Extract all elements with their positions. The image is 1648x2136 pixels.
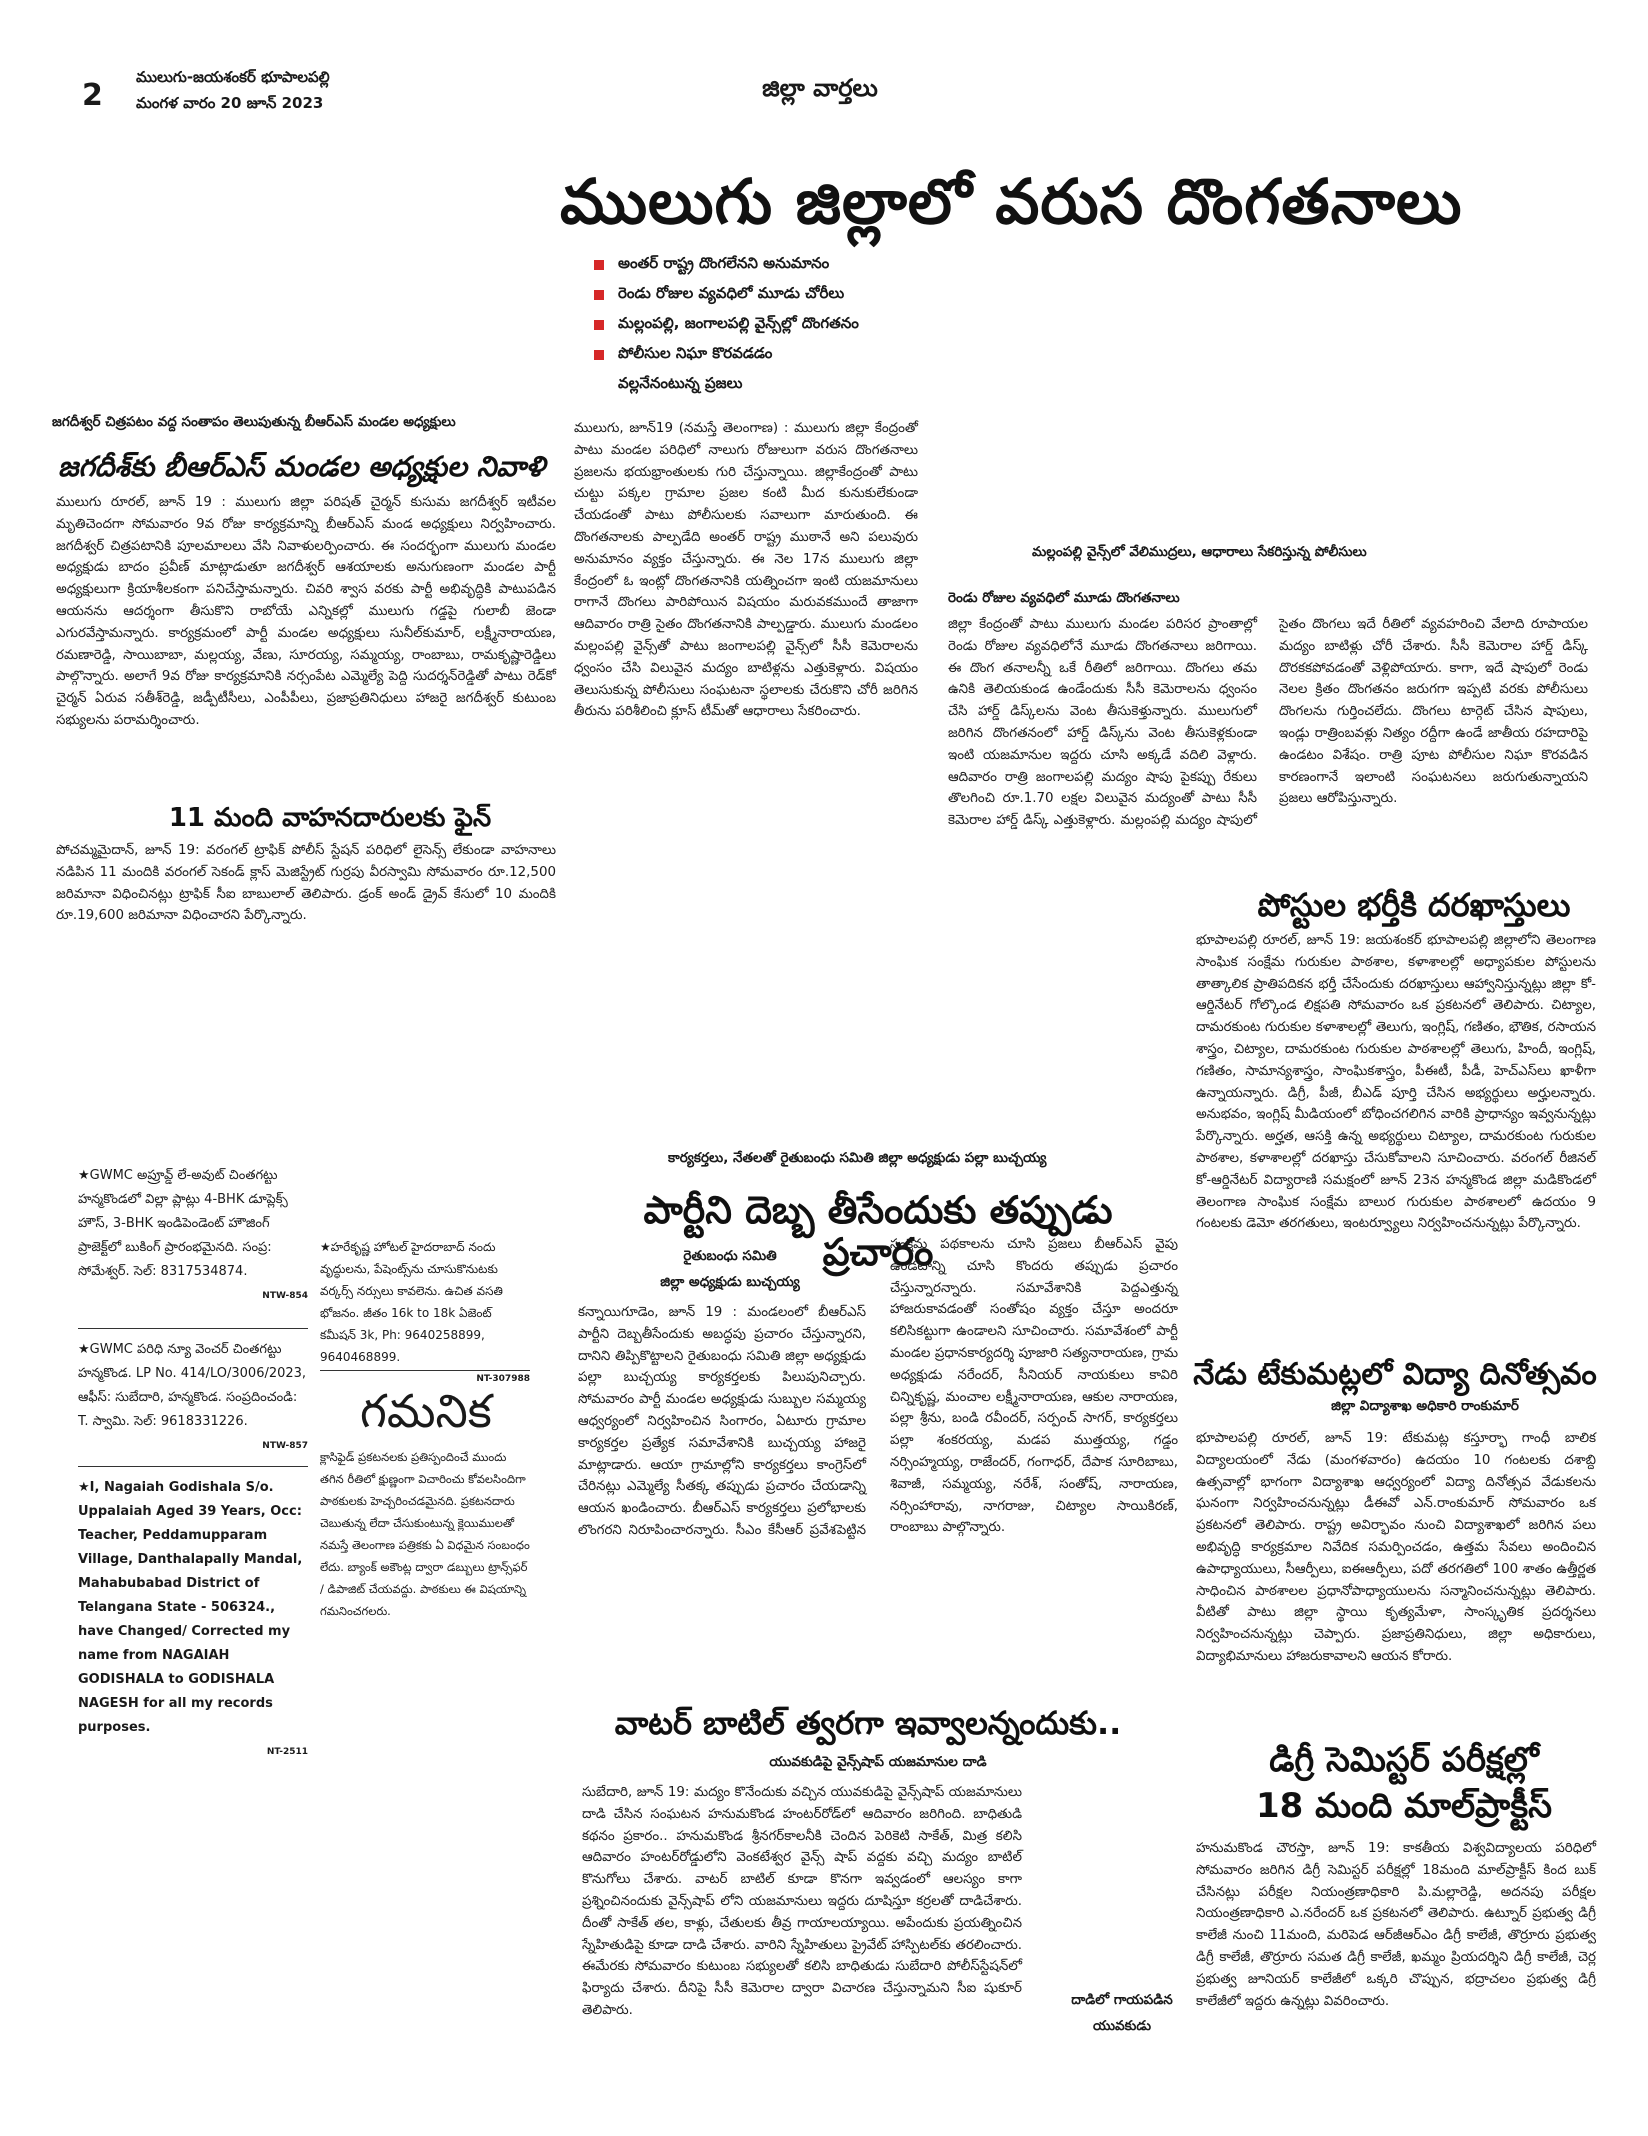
bullet-square-icon bbox=[594, 350, 604, 360]
classified-ad-1-text: ★GWMC అప్రూవ్డ్ లే-అవుట్ చింతగట్టు హన్మకొండలో విల్లా ప్లాట్లు 4-BHK డూప్లెక్స్ హౌస్, 3-BHK ఇండిపెండెంట్ హౌజింగ్ ప్రాజెక్ట్‌లో బుకింగ్ ప్రారంభమైనది. సంప్ర: సోమేశ్వర్. సెల్: 8317534874. bbox=[78, 1168, 288, 1279]
rythu-photo-caption: కార్యకర్తలు, నేతలతో రైతుబంధు సమితి జిల్లా అధ్యక్షుడు పల్లా బుచ్చయ్య bbox=[668, 1150, 1047, 1166]
posts-body: భూపాలపల్లి రూరల్, జూన్ 19: జయశంకర్ భూపాలపల్లి జిల్లాలోని తెలంగాణ సాంఘిక సంక్షేమ గురుకుల పాఠశాల, కళాశాలల్లో అధ్యాపకుల పోస్టులను తాత్కాలిక ప్రాతిపదికన భర్తీ చేసేందుకు దరఖాస్తులు ఆహ్వానిస్తున్నట్లు జిల్లా కో-ఆర్డినేటర్ గోల్కొండ లిక్షపతి సోమవారం ఒక ప్రకటనలో తెలిపారు. చిట్యాల, దామరకుంట గురుకుల కళాశాలల్లో తెలుగు, ఇంగ్లిష్, గణితం, భౌతిక, రసాయన శాస్త్రం, చిట్యాల, దామరకుంట గురుకుల పాఠశాలల్లో తెలుగు, హిందీ, ఇంగ్లిష్, గణితం, సామాన్యశాస్త్రం, సాంఘికశాస్త్రం, పీఈటీ, పీడీ, హెచ్ఎస్‌లు ఖాళీగా ఉన్నాయన్నారు. డిగ్రీ, పీజీ, బీఎడ్ పూర్తి చేసిన అభ్యర్థులు అర్హులన్నారు. అనుభవం, ఇంగ్లిష్ మీడియంలో బోధించగలిగిన వారికి ప్రాధాన్యం ఇవ్వనున్నట్లు పేర్కొన్నారు. అర్హత, ఆసక్తి ఉన్న అభ్యర్థులు చిట్యాల, దామరకుంట గురుకుల పాఠశాల, కళాశాలల్లో దరఖాస్తు చేసుకోవాలని సూచించారు. వరంగల్ రీజినల్ కో-ఆర్డినేటర్ విద్యారాణి సమక్షంలో జూన్ 23న హన్మకొండ జిల్లా మడికొండలో తెలంగాణ సాంఘిక సంక్షేమ బాలుర గురుకుల పాఠశాలలో ఉదయం 9 గంటలకు డెమో తరగతులు, ఇంటర్వ్యూలు నిర్వహించనున్నట్లు పేర్కొన్నారు. bbox=[1196, 933, 1596, 1232]
classified-ad-2-text: ★GWMC పరిధి న్యూ వెంచర్ చింతగట్టు హన్మకొండ. LP No. 414/LO/3006/2023, ఆఫీస్: సుబేదారి, హన్మకొండ. సంప్రదించండి: T. స్వామి. సెల్: 9618331226. bbox=[78, 1342, 307, 1429]
rythu-headline: పార్టీని దెబ్బ తీసేందుకు తప్పుడు ప్రచారం bbox=[643, 1188, 1113, 1274]
water-photo-caption-line2: యువకుడు bbox=[1092, 2018, 1151, 2034]
bullet-item: పోలీసుల నిఘా కొరవడడం bbox=[594, 340, 1154, 370]
brs-photo-caption: జగదీశ్వర్ చిత్రపటం వద్ద సంతాపం తెలుపుతున్న బీఆర్ఎస్ మండల అధ్యక్షులు bbox=[52, 414, 456, 430]
classified-ad-1 bbox=[78, 1164, 308, 1308]
classified-divider bbox=[78, 1328, 308, 1329]
notice-text: క్లాసిఫైడ్ ప్రకటనలకు ప్రతిస్పందించే ముందు తగిన రీతిలో క్షుణ్ణంగా విచారించు కోవలసిందిగా పాఠకులకు హెచ్చరించడమైనది. ప్రకటనదారు చెబుతున్న లేదా చేసుకుంటున్న క్లెయిములతో నమస్తే తెలంగాణ పత్రికకు ఏ విధమైన సంబంధం లేదు. బ్యాంక్ అకౌంట్ల ద్వారా డబ్బులు ట్రాన్స్‌ఫర్ / డిపాజిట్ చేయవద్దు. పాఠకులు ఈ విషయాన్ని గమనించగలరు. bbox=[320, 1450, 530, 1618]
brs-headline: జగదీశ్‌కు బీఆర్ఎస్ మండల అధ్యక్షుల నివాళి bbox=[58, 450, 545, 483]
classified-ad-4 bbox=[320, 1236, 530, 1390]
traffic-headline: 11 మంది వాహనదారులకు ఫైన్ bbox=[168, 803, 492, 833]
rythu-subhead1: రైతుబంధు సమితి bbox=[683, 1248, 777, 1264]
education-headline: నేడు టేకుమట్లలో విద్యా దినోత్సవం bbox=[1193, 1357, 1597, 1392]
education-body: భూపాలపల్లి రూరల్, జూన్ 19: టేకుమట్ల కస్తూర్భా గాంధీ బాలిక విద్యాలయంలో నేడు (మంగళవారం) ఉదయం 10 గంటలకు దశాబ్ది ఉత్సవాల్లో భాగంగా విద్యాశాఖ ఆధ్వర్యంలో విద్యా దినోత్సవ వేడుకలను ఘనంగా నిర్వహించనున్నట్లు డీఈవో ఎన్.రాంకుమార్ సోమవారం ఒక ప్రకటనలో తెలిపారు. రాష్ట్ర అవిర్భావం నుంచి విద్యాశాఖలో జరిగిన పలు అభివృద్ధి కార్యక్రమాల నివేదిక సమర్పించడం, ఉత్తమ సేవలు అందించిన ఉపాధ్యాయులు, సీఆర్పీలు, ఐఈఆర్పీలు, పదో తరగతిలో 100 శాతం ఉత్తీర్ణత సాధించిన పాఠశాలల ప్రధానోపాధ్యాయులను సన్మానించనున్నట్లు తెలిపారు. వీటితో పాటు జిల్లా స్థాయి కృత్యమేళా, సాంస్కృతిక ప్రదర్శనలు నిర్వహించనున్నట్లు చెప్పారు. ప్రజాప్రతినిధులు, జిల్లా అధికారులు, విద్యాభిమానులు హాజరుకావాలని ఆయన కోరారు. bbox=[1196, 1431, 1596, 1664]
bullet-tail: వల్లనేనంటున్న ప్రజలు bbox=[618, 374, 743, 392]
classified-ad-2 bbox=[78, 1338, 308, 1458]
classified-divider bbox=[78, 1466, 308, 1467]
classified-ad-4-code: NT-307988 bbox=[476, 1374, 530, 1384]
section-title: జిల్లా వార్తలు bbox=[762, 74, 878, 102]
exam-headline-line1: డిగ్రీ సెమిస్టర్ పరీక్షల్లో bbox=[1269, 1740, 1539, 1780]
education-subhead: జిల్లా విద్యాశాఖ అధికారి రాంకుమార్ bbox=[1331, 1398, 1519, 1414]
water-headline: వాటర్ బాటిల్ త్వరగా ఇవ్వాలన్నందుకు.. bbox=[614, 1704, 1122, 1742]
bullet-item: రెండు రోజుల వ్యవధిలో మూడు చోరీలు bbox=[594, 280, 1154, 310]
classified-divider bbox=[320, 1370, 530, 1371]
brs-body: ములుగు రూరల్, జూన్ 19 : ములుగు జిల్లా పరిషత్ చైర్మన్ కుసుమ జగదీశ్వర్ ఇటీవల మృతిచెందగా సోమవారం 9వ రోజు కార్యక్రమాన్ని బీఆర్ఎస్ మండ అధ్యక్షులు నిర్వహించారు. జగదీశ్వర్ చిత్రపటానికి పూలమాలలు వేసి నివాళులర్పించారు. ఈ సందర్భంగా ములుగు మండల అధ్యక్షుడు బాదం ప్రవీణ్ మాట్లాడుతూ జగదీశ్వర్ ఆశయాలకు అనుగుణంగా మండల పార్టీ అధ్యక్షులుగా క్రియాశీలకంగా పనిచేస్తామన్నారు. చివరి శ్వాస వరకు పార్టీ అభివృద్ధికి పాటుపడిన ఆయనను ఆదర్శంగా తీసుకొని రాబోయే ఎన్నికల్లో ములుగు గడ్డపై గులాబీ జెండా ఎగురవేస్తామన్నారు. కార్యక్రమంలో పార్టీ మండల అధ్యక్షులు సునీల్‌కుమార్, లక్ష్మీనారాయణ, రమణారెడ్డి, సాయిబాబా, మల్లయ్య, వేణు, సూరయ్య, సమ్మయ్య, రాంబాబు, రామకృష్ణారెడ్డిలు పాల్గొన్నారు. అలాగే 9వ రోజు కార్యక్రమానికి నర్సంపేట ఎమ్మెల్యే పెద్ది సుదర్శన్‌రెడ్డితో పాటు రెడ్‌కో చైర్మన్ ఏరువ సతీశ్‌రెడ్డి, జడ్పీటీసీలు, ఎంపీపీలు, ప్రజాప్రతినిధులు హాజరై జగదీశ్వర్ కుటుంబ సభ్యులను పరామర్శించారు. bbox=[56, 495, 556, 728]
classified-ad-3-text: ★I, Nagaiah Godishala S/o. Uppalaiah Aged 39 Years, Occ: Teacher, Peddamupparam Village, Danthalapally Mandal, Mahabubabad District of Telangana State - 506324., have Changed/ Corrected my name from NAGAIAH GODISHALA to GODISHALA NAGESH for all my records purposes. bbox=[78, 1480, 303, 1735]
lead-body: ములుగు, జూన్19 (నమస్తే తెలంగాణ) : ములుగు జిల్లా కేంద్రంతో పాటు మండల పరిధిలో నాలుగు రోజులుగా వరుస దొంగతనాలు ప్రజలను భయభ్రాంతులకు గురి చేస్తున్నాయి. జిల్లాకేంద్రంతో పాటు చుట్టు పక్కల గ్రామాల ప్రజల కంటి మీద కునుకులేకుండా చేయడంతో పాటు పోలీసులకు సవాలుగా మారుతుంది. ఈ దొంగతనాలకు పాల్పడేది అంతర్ రాష్ట్ర ముఠానే అని పలువురు అనుమానం వ్యక్తం చేస్తున్నారు. ఈ నెల 17న ములుగు జిల్లా కేంద్రంలో ఓ ఇంట్లో దొంగతనానికి యత్నించగా ఇంటి యజమానులు రాగానే దొంగలు పారిపోయిన విషయం మరువకముందే తాజాగా ఆదివారం రాత్రి సైతం దొంగతనానికి పాల్పడ్డారు. ములుగు మండలం మల్లంపల్లి వైన్స్‌తో పాటు జంగాలపల్లి వైన్స్‌లో సీసీ కెమెరాలను ధ్వంసం చేసి విలువైన మద్యం బాటిళ్లను ఎత్తుకెళ్లారు. విషయం తెలుసుకున్న పోలీసులు సంఘటనా స్థలాలకు చేరుకొని చోరీ జరిగిన తీరును పరిశీలించి క్లూస్ టీమ్‌తో ఆధారాలు సేకరించారు. bbox=[574, 421, 918, 720]
bullet-item: మల్లంపల్లి, జంగాలపల్లి వైన్స్‌ల్లో దొంగతనం bbox=[594, 310, 1154, 340]
posts-headline: పోస్టుల భర్తీకి దరఖాస్తులు bbox=[1257, 886, 1571, 924]
bullet-item: అంతర్ రాష్ట్ర దొంగలేనని అనుమానం bbox=[594, 250, 1154, 280]
water-subhead: యువకుడిపై వైన్స్‌షాప్ యజమానుల దాడి bbox=[769, 1754, 987, 1770]
water-body: సుబేదారి, జూన్ 19: మద్యం కొనేందుకు వచ్చిన యువకుడిపై వైన్స్‌షాప్ యజమానులు దాడి చేసిన సంఘటన హనుమకొండ హంటర్‌రోడ్‌లో ఆదివారం జరిగింది. బాధితుడి కథనం ప్రకారం.. హనుమకొండ శ్రీనగర్‌కాలనీకి చెందిన పెరికెటి సాకేత్, మిత్ర కలిసి ఆదివారం హంటర్‌రోడ్డులోని వెంకటేశ్వర వైన్స్ షాప్ వద్దకు వచ్చి మద్యం బాటిల్ కొనుగోలు చేశారు. వాటర్ బాటిల్ కూడా కొనగా ఇవ్వడంలో ఆలస్యం కాగా ప్రశ్నించినందుకు వైన్స్‌షాప్ లోని యజమానులు ఇద్దరు దూషిస్తూ కర్రలతో దాడిచేశారు. దీంతో సాకేత్ తల, కాళ్లు, చేతులకు తీవ్ర గాయాలయ్యాయి. అపేందుకు ప్రయత్నించిన స్నేహితుడిపై కూడా దాడి చేశారు. వారిని స్నేహితులు ప్రైవేట్ హాస్పిటల్‌కు తరలించారు. ఈమేరకు సోమవారం కుటుంబ సభ్యులతో కలిసి బాధితుడు సుబేదారి పోలీస్‌స్టేషన్‌లో ఫిర్యాదు చేశారు. దీనిపై సీసీ కెమెరాల ద్వారా విచారణ చేస్తున్నామని సీఐ షుకూర్ తెలిపారు. bbox=[582, 1785, 1022, 2018]
lead-headline: ములుగు జిల్లాలో వరుస దొంగతనాలు bbox=[560, 165, 1463, 238]
bullet-square-icon bbox=[594, 260, 604, 270]
issue-date: మంగళ వారం 20 జూన్ 2023 bbox=[136, 94, 324, 112]
traffic-body: పోచమ్మమైదాన్, జూన్ 19: వరంగల్ ట్రాఫిక్ పోలీస్ స్టేషన్ పరిధిలో లైసెన్స్ లేకుండా వాహనాలు నడిపిన 11 మందికి వరంగల్ సెకండ్ క్లాస్ మెజిస్ట్రేట్ గుర్రపు వీరస్వామి సోమవారం రూ.12,500 జరిమానా విధించినట్లు ట్రాఫిక్ సీఐ బాబులాల్ తెలిపారు. డ్రంక్ అండ్ డ్రైవ్ కేసులో 10 మందికి రూ.19,600 జరిమానా విధించారని పేర్కొన్నారు. bbox=[56, 843, 556, 924]
lead-body-continued: జిల్లా కేంద్రంతో పాటు ములుగు మండల పరిసర ప్రాంతాల్లో రెండు రోజుల వ్యవధిలోనే మూడు దొంగతనాలు జరిగాయి. ఈ దొంగ తనాలన్నీ ఒకే రీతిలో జరిగాయి. దొంగలు తమ ఉనికి తెలియకుండ ఉండేందుకు సీసీ కెమెరాలను ధ్వంసం చేసి హార్డ్ డిస్క్‌లను వెంట తీసుకెళ్తున్నారు. ములుగులో జరిగిన దొంగతనంలో హార్డ్ డిస్క్‌ను వెంట తీసుకెళ్లకుండా ఇంటి యజమానుల ఇద్దరు చూసి అక్కడే వదిలి వెళ్లారు. ఆదివారం రాత్రి జంగాలపల్లి మద్యం షాపు పైకప్పు రేకులు తొలగించి రూ.1.70 లక్షల విలువైన మద్యంతో పాటు సీసీ కెమెరాల హార్డ్ డిస్క్ ఎత్తుకెళ్లారు. మల్లంపల్లి మద్యం షాపులో సైతం దొంగలు ఇదే రీతిలో వ్యవహరించి వేలాది రూపాయల మద్యం బాటిళ్లు చోరీ చేశారు. సీసీ కెమెరాల హార్డ్ డిస్క్ దొరకకపోవడంతో వెళ్లిపోయారు. కాగా, ఇదే షాపులో రెండు నెలల క్రితం దొంగతనం జరుగగా ఇప్పటి వరకు పోలీసులు దొంగలను గుర్తించలేదు. దొంగలు టార్గెట్ చేసిన షాపులు, ఇండ్లు రాత్రింబవళ్లు నిత్యం రద్దీగా ఉండే జాతీయ రహదారిపై ఉండటం విశేషం. రాత్రి పూట పోలీసుల నిఘా కొరవడిన కారణంగానే ఇలాంటి సంఘటనలు జరుగుతున్నాయని ప్రజలు ఆరోపిస్తున్నారు. bbox=[948, 617, 1588, 829]
classified-ad-1-code: NTW-854 bbox=[262, 1291, 308, 1301]
lead-photo-caption: మల్లంపల్లి వైన్స్‌లో వేలిముద్రలు, ఆధారాలు సేకరిస్తున్న పోలీసులు bbox=[1032, 544, 1367, 560]
page-number: 2 bbox=[82, 78, 103, 113]
rythu-subhead-spacer bbox=[578, 1234, 866, 1302]
classified-ad-3 bbox=[78, 1476, 308, 1764]
rythu-body: కన్నాయిగూడెం, జూన్ 19 : మండలంలో బీఆర్ఎస్ పార్టీని దెబ్బతీసేందుకు అబద్ధపు ప్రచారం చేస్తున్నారని, దానిని తిప్పికొట్టాలని రైతుబంధు సమితి జిల్లా అధ్యక్షుడు పల్లా బుచ్చయ్య కార్యకర్తలకు పిలుపునిచ్చారు. సోమవారం పార్టీ మండల అధ్యక్షుడు సుబ్బుల సమ్మయ్య ఆధ్వర్యంలో నిర్వహించిన సింగారం, ఏటూరు గ్రామాల కార్యకర్తల ప్రత్యేక సమావేశానికి బుచ్చయ్య హాజరై మాట్లాడారు. ఆయా గ్రామాల్లోని కార్యకర్తలు కాంగ్రెస్‌లో చేరినట్లు ఎమ్మెల్యే సీతక్క తప్పుడు ప్రచారం చేయడాన్ని ఆయన ఖండించారు. బీఆర్ఎస్ కార్యకర్తలు ప్రలోభాలకు లొంగరని నిరూపించారన్నారు. సీఎం కేసీఆర్ ప్రవేశపెట్టిన సంక్షేమ పథకాలను చూసి ప్రజలు బీఆర్ఎస్ వైపు ఉండటాన్ని చూసి కొందరు తప్పుడు ప్రచారం చేస్తున్నారన్నారు. సమావేశానికి పెద్దఎత్తున్న హాజరుకావడంతో సంతోషం వ్యక్తం చేస్తూ అందరూ కలిసికట్టుగా ఉండాలని సూచించారు. సమావేశంలో పార్టీ మండల ప్రధానకార్యదర్శి పూజారి సత్యనారాయణ, గ్రామ అధ్యక్షుడు నరేందర్, సీనియర్ నాయకులు కావిరి చిన్నికృష్ణ, మంచాల లక్ష్మీనారాయణ, ఆకుల నారాయణ, పల్లా శ్రీను, బండి రవీందర్, సర్పంచ్ సాగర్, కార్యకర్తలు పల్లా శంకరయ్య, మడప ముత్తయ్య, గడ్డం నర్సింహ్మయ్య, రాజేందర్, గంగాధర్, దేపాక సూరిబాబు, శివాజీ, సమ్మయ్య, నరేశ్, సంతోష్, నారాయణ, నర్సింహారావు, నాగరాజు, చిట్యాల సాయికిరణ్, రాంబాబు పాల్గొన్నారు. bbox=[578, 1234, 1178, 1654]
notice-title: గమనిక bbox=[360, 1384, 492, 1438]
lead-bullets bbox=[594, 250, 1154, 400]
edition-name: ములుగు-జయశంకర్ భూపాలపల్లి bbox=[136, 68, 330, 86]
bullet-square-icon bbox=[594, 290, 604, 300]
rythu-subhead2: జిల్లా అధ్యక్షుడు బుచ్చయ్య bbox=[660, 1274, 800, 1290]
classified-ad-4-text: ★హరేకృష్ణ హోటల్ హైదరాబాద్ నందు వృద్ధులను, పేషెంట్స్‌ను చూసుకొనుటకు వర్కర్స్ నర్సులు కావలెను. ఉచిత వసతి భోజనం. జీతం 16k to 18k ఏజెంట్ కమీషన్ 3k, Ph: 9640258899, 9640468899. bbox=[320, 1240, 503, 1364]
exam-headline-line2: 18 మంది మాల్‌ప్రాక్టీస్ bbox=[1255, 1786, 1553, 1826]
classified-ad-3-code: NT-2511 bbox=[266, 1747, 308, 1757]
classifieds-guide bbox=[56, 1150, 58, 1670]
bullet-square-icon bbox=[594, 320, 604, 330]
water-photo-caption-line1: దాడిలో గాయపడిన bbox=[1071, 1992, 1173, 2008]
exam-body: హనుమకొండ చౌరస్తా, జూన్ 19: కాకతీయ విశ్వవిద్యాలయ పరిధిలో సోమవారం జరిగిన డిగ్రీ సెమిస్టర్ పరీక్షల్లో 18మంది మాల్‌ప్రాక్టీస్ కింద బుక్ చేసినట్లు పరీక్షల నియంత్రణాధికారి పి.మల్లారెడ్డి, అదనపు పరీక్షల నియంత్రణాధికారి ఎ.నరేందర్ ఒక ప్రకటనలో తెలిపారు. ఉట్నూర్ ప్రభుత్వ డిగ్రీ కాలేజీ నుంచి 11మంది, మరిపెడ ఆర్‌జీఆర్ఎం డిగ్రీ కాలేజీ, తొర్రూరు ప్రభుత్వ డిగ్రీ కాలేజీ, తొర్రూరు సమత డిగ్రీ కాలేజీ, ఖమ్మం ప్రియదర్శిని డిగ్రీ కాలేజీ, చెర్ల ప్రభుత్వ జూనియర్ కాలేజీలో ఒక్కరి చొప్పున, భద్రాచలం ప్రభుత్వ డిగ్రీ కాలేజీలో ఇద్దరు ఉన్నట్లు వివరించారు. bbox=[1196, 1841, 1596, 2009]
lead-subhead: రెండు రోజుల వ్యవధిలో మూడు దొంగతనాలు bbox=[948, 590, 1180, 606]
classified-ad-2-code: NTW-857 bbox=[262, 1441, 308, 1451]
